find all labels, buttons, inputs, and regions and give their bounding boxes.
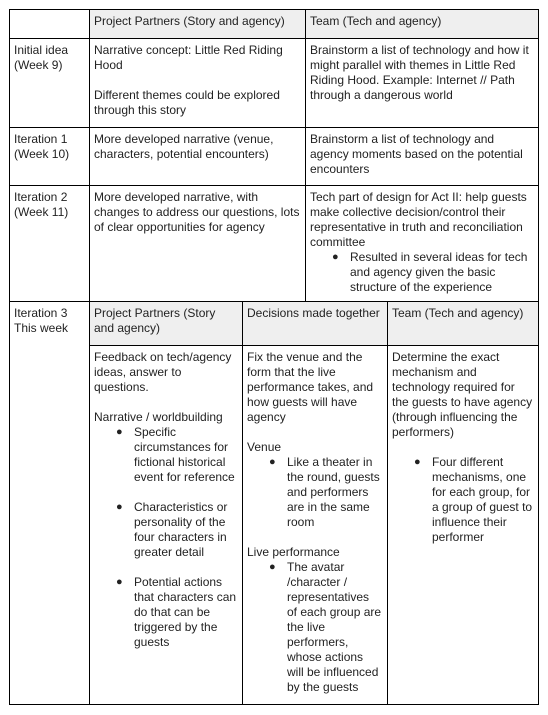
list-item: ● Potential actions that characters can do that can be triggered by the guests bbox=[116, 575, 237, 649]
bullet-icon: ● bbox=[269, 456, 276, 468]
list-item: ● The avatar /character / representatives of each group are the live performers, whose actions will be influenced by the guests bbox=[269, 560, 382, 694]
partners-text-1: Narrative concept: Little Red Riding Hood bbox=[94, 43, 283, 72]
list-item: ● Four different mechanisms, one for each group, for a group of guest to influence their performer bbox=[414, 455, 533, 544]
bullet-icon: ● bbox=[116, 426, 123, 438]
table-rule bbox=[242, 301, 243, 705]
table-header-partners: Project Partners (Story and agency) bbox=[94, 14, 285, 28]
list-item: ● Specific circumstances for fictional historical event for reference bbox=[116, 425, 235, 484]
iter3-team-content bbox=[387, 345, 538, 545]
row-label-iteration-1: Iteration 1 (Week 10) bbox=[14, 132, 70, 161]
list-item: ● Resulted in several ideas for tech and agency given the basic structure of the experience bbox=[332, 250, 528, 294]
row-iter2-team bbox=[305, 185, 538, 295]
iter3-header-decisions: Decisions made together bbox=[247, 306, 380, 320]
list-item: ● Like a theater in the round, guests and performers are in the same room bbox=[269, 455, 380, 529]
row-iter1-partners: More developed narrative (venue, characters, potential encounters) bbox=[94, 132, 274, 161]
list-item: ● Characteristics or personality of the four characters in greater detail bbox=[116, 500, 228, 559]
iter3-decisions-content bbox=[242, 345, 387, 695]
table-rule bbox=[89, 345, 539, 346]
table-rule bbox=[387, 301, 388, 705]
table-header-team: Team (Tech and agency) bbox=[310, 14, 442, 28]
row-iter2-partners: More developed narrative, with changes to address our questions, lots of clear opportunities for agency bbox=[94, 190, 300, 234]
iter3-live-head: Live performance bbox=[247, 545, 340, 559]
iter3-header-partners: Project Partners (Story and agency) bbox=[94, 306, 216, 335]
table-border-left bbox=[9, 9, 10, 705]
bullet-icon: ● bbox=[116, 501, 123, 513]
bullet-icon: ● bbox=[116, 576, 123, 588]
iter3-partners-intro: Feedback on tech/agency ideas, answer to questions. bbox=[94, 350, 232, 394]
row-label-iteration-2: Iteration 2 (Week 11) bbox=[14, 190, 69, 219]
iter3-team-intro: Determine the exact mechanism and technology required for the guests to have agency (through influencing the performers) bbox=[392, 350, 533, 439]
iter3-decisions-intro: Fix the venue and the form that the live performance takes, and how guests will have agency bbox=[247, 350, 374, 424]
row-label-iteration-3: Iteration 3 This week bbox=[14, 306, 69, 335]
bullet-icon: ● bbox=[269, 561, 276, 573]
row-initial-team: Brainstorm a list of technology and how it might parallel with themes in Little Red Riding Hood. Example: Internet // Path through a dangerous world bbox=[310, 43, 529, 102]
iter3-partners-content bbox=[89, 345, 242, 650]
table-rule bbox=[89, 9, 90, 705]
row-label-initial-idea: Initial idea (Week 9) bbox=[14, 43, 69, 72]
table-rule bbox=[305, 9, 306, 301]
row-initial-partners bbox=[89, 38, 305, 118]
partners-text-2: Different themes could be explored through this story bbox=[94, 88, 280, 117]
iter2-team-text: Tech part of design for Act II: help guests make collective decision/control their representative in truth and reconciliation committee bbox=[310, 190, 527, 249]
row-iter1-team: Brainstorm a list of technology and agency moments based on the potential encounters bbox=[310, 132, 523, 176]
bullet-icon: ● bbox=[332, 251, 339, 263]
iter3-header-team: Team (Tech and agency) bbox=[392, 306, 524, 320]
iter3-partners-subhead: Narrative / worldbuilding bbox=[94, 410, 223, 424]
iter3-venue-head: Venue bbox=[247, 440, 282, 454]
table-border-right bbox=[538, 9, 539, 705]
bullet-icon: ● bbox=[414, 456, 421, 468]
